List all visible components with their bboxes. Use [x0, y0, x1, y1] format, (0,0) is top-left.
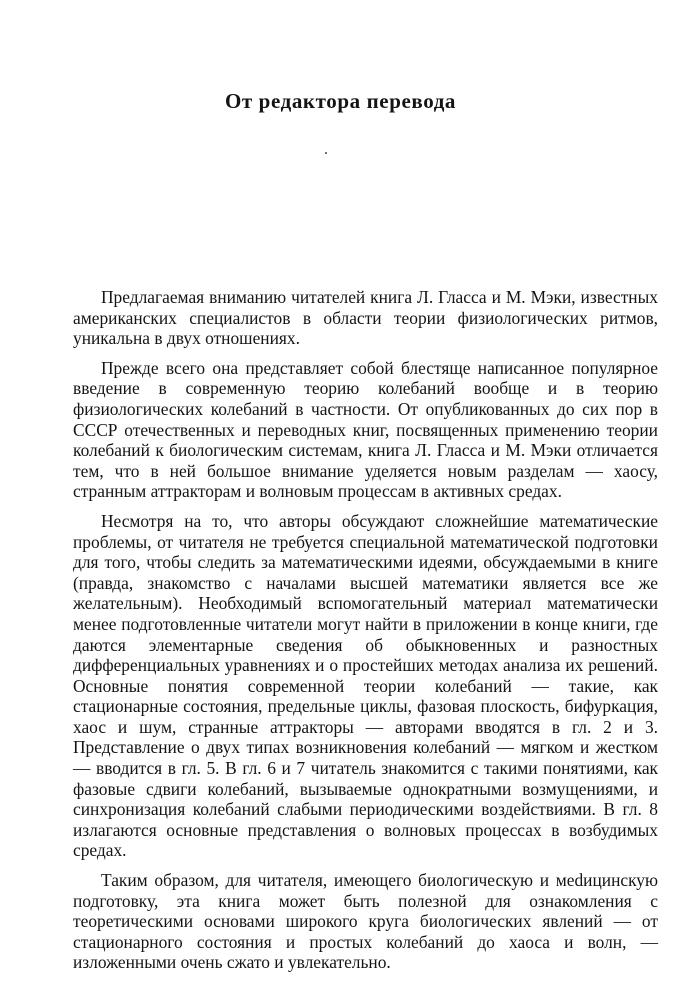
paragraph-3: Несмотря на то, что авторы обсуждают сложнейшие математические проблемы, от читателя не требуется специальной математической подготовки для того, чтобы следить за математическими идеями, обсуждаемыми в книге (правда, знакомство с началами высшей математики является все же желательным). Необходимый вспомогательный материал математически менее подготовленные читатели могут найти в приложении в конце книги, где даются элементарные сведения об обыкновенных и разностных дифференциальных уравнениях и о простейших методах анализа их решений. Основные понятия современной теории колебаний — такие, как стационарные состояния, предельные циклы, фазовая плоскость, бифуркация, хаос и шум, странные аттракторы — авторами вводятся в гл. 2 и 3. Представление о двух типах возникновения колебаний — мягком и жестком — вводится в гл. 5. В гл. 6 и 7 читатель знакомится с такими понятиями, как фазовые сдвиги колебаний, вызываемые однократными возмущениями, и синхронизация колебаний слабыми периодическими воздействиями. В гл. 8 излагаются основные представления о волновых процессах в возбудимых средах. [73, 510, 658, 861]
paragraph-2: Прежде всего она представляет собой блестяще написанное популярное введение в современную теорию колебаний вообще и в теорию физиологических колебаний в частности. От опубликованных до сих пор в СССР отечественных и переводных книг, посвященных применению теории колебаний к биологическим системам, книга Л. Гласса и М. Мэки отличается тем, что в ней большое внимание уделяется новым разделам — хаосу, странным аттракторам и волновым процессам в активных средах. [73, 357, 658, 502]
paragraph-4: Таким образом, для читателя, имеющего биологическую и меdицинскую подготовку, эта книга может быть полезной для ознакомления с теоретическими основами широкого круга биологических явлений — от стационарного состояния и простых колебаний до хаоса и волн, — изложенными очень сжато и увлекательно. [73, 870, 658, 973]
page-title: От редактора перевода [224, 89, 457, 113]
body-text [73, 287, 658, 982]
print-speck [325, 152, 327, 154]
paragraph-1: Предлагаемая вниманию читателей книга Л. Гласса и М. Мэки, известных американских специалистов в области теории физиологических ритмов, уникальна в двух отношениях. [73, 287, 658, 349]
